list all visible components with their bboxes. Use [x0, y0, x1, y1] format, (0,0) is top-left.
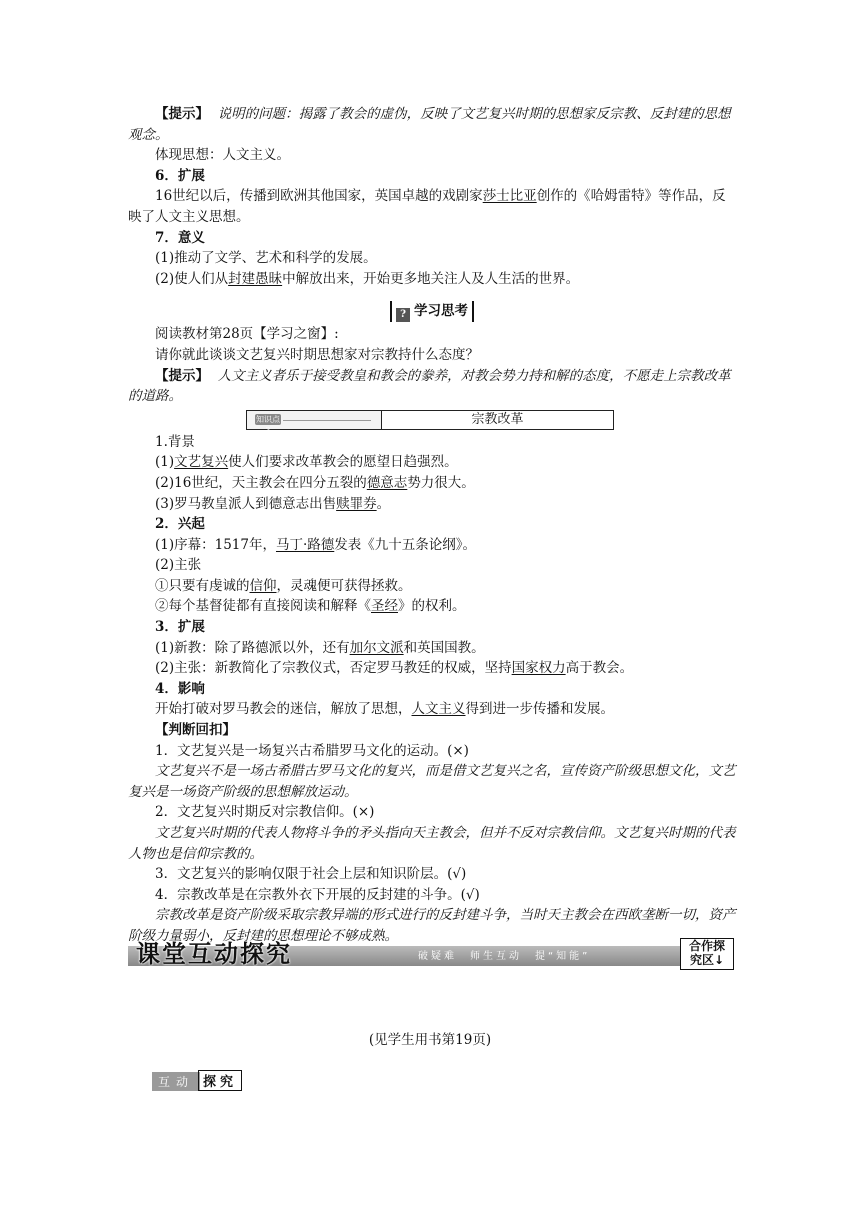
heading-significance: 7．意义 — [155, 229, 205, 246]
rise-1: (1)序幕：1517年，马丁·路德发表《九十五条论纲》。 — [155, 536, 477, 553]
expansion-2: (2)主张：新教简化了宗教仪式，否定罗马教廷的权威，坚持国家权力高于教会。 — [155, 660, 634, 677]
underlined-answer: 封建愚昧 — [228, 270, 283, 287]
banner-subtitle: 破疑难 师生互动 提“知能” — [418, 951, 591, 962]
study-think-banner: ? 学习思考 — [128, 301, 736, 322]
rise-3: ①只要有虔诚的信仰，灵魂便可获得拯救。 — [155, 577, 412, 594]
arrow-icon — [283, 420, 371, 421]
expand-text: 16世纪以后，传播到欧洲其他国家，英国卓越的戏剧家莎士比亚创作的《哈姆雷特》等作品，反映了人文主义思想。 — [128, 188, 726, 225]
rise-4: ②每个基督徒都有直接阅读和解释《圣经》的权利。 — [155, 598, 466, 615]
heading-expansion: 3．扩展 — [155, 619, 205, 636]
hint-text: 说明的问题：揭露了教会的虚伪，反映了文艺复兴时期的思想家反宗教、反封建的思想观念。 — [128, 106, 731, 143]
heading-expand: 6．扩展 — [155, 167, 205, 184]
study-question: 请你就此谈谈文艺复兴时期思想家对宗教持什么态度？ — [155, 346, 479, 363]
classroom-interaction-banner — [128, 938, 734, 968]
heading-rise: 2．兴起 — [155, 516, 205, 533]
cooperation-zone-box: 合作探 究区↓ — [680, 938, 734, 970]
question-icon: ? — [396, 308, 410, 322]
background-1: (1)文艺复兴使人们要求改革教会的愿望日趋强烈。 — [155, 454, 458, 471]
knowledge-point-tag: 知识点3 — [256, 414, 280, 435]
expansion-1: (1)新教：除了路德派以外，还有加尔文派和英国国教。 — [155, 639, 485, 656]
book-reference: (见学生用书第19页) — [368, 1032, 492, 1048]
rise-2: (2)主张 — [155, 557, 202, 574]
impact-text: 开始打破对罗马教会的迷信，解放了思想，人文主义得到进一步传播和发展。 — [155, 701, 614, 718]
judge-q3: 3．文艺复兴的影响仅限于社会上层和知识阶层。(√) — [155, 866, 467, 883]
hint-paragraph — [128, 104, 736, 145]
heading-background: 1.背景 — [155, 433, 195, 450]
judge-label: 【判断回扣】 — [155, 722, 236, 739]
banner-title: 课堂互动探究 — [136, 939, 292, 968]
study-hint: 【提示】 人文主义者乐于接受教皇和教会的豢养，对教会势力持和解的态度，不愿走上宗教改革的道路。 — [128, 367, 731, 405]
underlined-answer: 莎士比亚 — [482, 188, 537, 205]
interaction-explore-heading — [152, 1070, 242, 1092]
significance-2: (2)使人们从封建愚昧中解放出来，开始更多地关注人及人生活的世界。 — [155, 270, 580, 287]
judge-q2: 2．文艺复兴时期反对宗教信仰。(×) — [155, 804, 375, 821]
significance-1: (1)推动了文学、艺术和科学的发展。 — [155, 250, 377, 267]
read-instruction: 阅读教材第28页【学习之窗】: — [155, 326, 339, 343]
background-3: (3)罗马教皇派人到德意志出售赎罪券。 — [155, 495, 391, 512]
judge-q1: 1．文艺复兴是一场复兴古希腊罗马文化的运动。(×) — [155, 742, 469, 759]
hint-label: 【提示】 — [155, 106, 209, 122]
judge-a4: 宗教改革是资产阶级采取宗教异端的形式进行的反封建斗争，当时天主教会在西欧垄断一切，资产阶级力量弱小，反封建的思想理论不够成熟。 — [128, 907, 736, 944]
document-body — [128, 104, 736, 947]
judge-a1: 文艺复兴不是一场古希腊古罗马文化的复兴，而是借文艺复兴之名，宣传资产阶级思想文化，文艺复兴是一场资产阶级的思想解放运动。 — [128, 763, 736, 800]
judge-q4: 4．宗教改革是在宗教外衣下开展的反封建的斗争。(√) — [155, 886, 480, 903]
thought-line: 体现思想：人文主义。 — [155, 147, 290, 164]
knowledge-point-title: 宗教改革 — [471, 411, 524, 427]
background-2: (2)16世纪，天主教会在四分五裂的德意志势力很大。 — [155, 474, 475, 491]
heading-impact: 4．影响 — [155, 680, 205, 697]
heading-gray-part: 互动 — [152, 1072, 200, 1091]
knowledge-point-box — [246, 410, 614, 435]
heading-boxed-part: 探究 — [198, 1070, 242, 1091]
judge-a2: 文艺复兴时期的代表人物将斗争的矛头指向天主教会，但并不反对宗教信仰。文艺复兴时期的代表人物也是信仰宗教的。 — [128, 825, 736, 862]
